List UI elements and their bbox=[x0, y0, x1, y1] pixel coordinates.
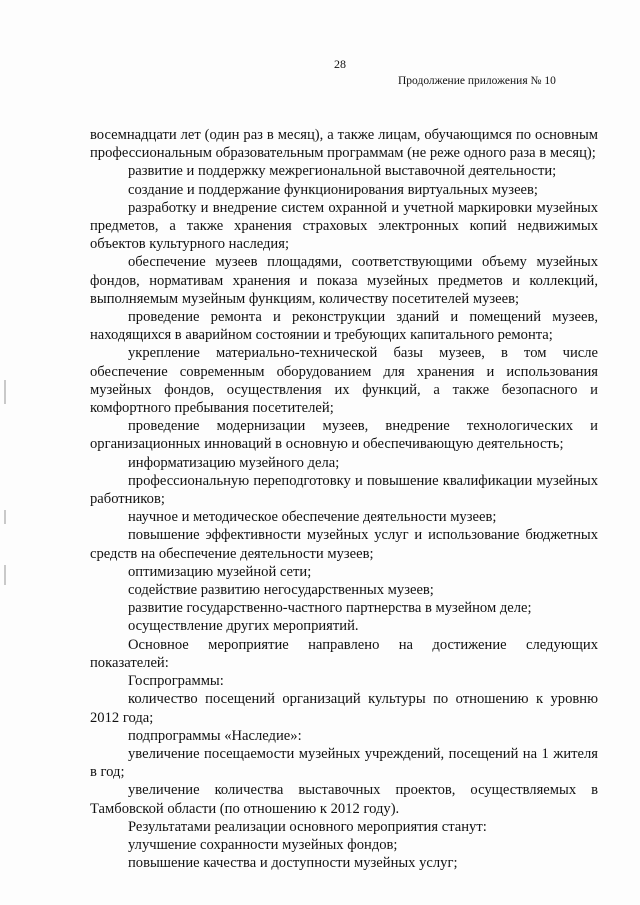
paragraph: содействие развитию негосударственных музеев; bbox=[128, 582, 434, 599]
paragraph: восемнадцати лет (один раз в месяц), а также лицам, обучающимся по основным профессиональным образовательным программам (не реже одного раза в месяц); bbox=[90, 127, 598, 162]
paragraph: количество посещений организаций культуры по отношению к уровню 2012 года; bbox=[90, 691, 598, 726]
paragraph: разработку и внедрение систем охранной и учетной маркировки музейных предметов, а также хранения страховых электронных копий недвижимых объектов культурного наследия; bbox=[90, 199, 598, 253]
scan-edge-mark bbox=[4, 380, 6, 404]
appendix-label: Продолжение приложения № 10 bbox=[398, 75, 556, 87]
scan-edge-mark bbox=[4, 510, 6, 524]
paragraph: развитие и поддержку межрегиональной выставочной деятельности; bbox=[128, 163, 557, 180]
paragraph: информатизацию музейного дела; bbox=[128, 454, 340, 471]
paragraph: оптимизацию музейной сети; bbox=[128, 563, 312, 580]
paragraph: улучшение сохранности музейных фондов; bbox=[128, 836, 398, 853]
paragraph: Результатами реализации основного мероприятия станут: bbox=[128, 818, 487, 835]
paragraph: обеспечение музеев площадями, соответствующими объему музейных фондов, нормативам хранения и показа музейных предметов и коллекций, выполняемым музейным функциям, количеству посетителей музеев; bbox=[90, 254, 598, 307]
paragraph: проведение модернизации музеев, внедрение технологических и организационных инноваций в основную и обеспечивающую деятельность; bbox=[90, 418, 598, 453]
paragraph: Госпрограммы: bbox=[128, 673, 224, 690]
paragraph: проведение ремонта и реконструкции зданий и помещений музеев, находящихся в аварийном состоянии и требующих капитального ремонта; bbox=[90, 309, 598, 344]
paragraph: повышение эффективности музейных услуг и использование бюджетных средств на обеспечение деятельности музеев; bbox=[90, 527, 598, 562]
paragraph: создание и поддержание функционирования виртуальных музеев; bbox=[128, 181, 538, 198]
paragraph: профессиональную переподготовку и повышение квалификации музейных работников; bbox=[90, 472, 598, 508]
paragraph: повышение качества и доступности музейных услуг; bbox=[128, 855, 458, 872]
document-body bbox=[90, 126, 598, 872]
paragraph: подпрограммы «Наследие»: bbox=[128, 727, 302, 744]
paragraph: укрепление материально-технической базы музеев, в том числе обеспечение современным оборудованием для хранения и использования музейных фондов, осуществления их функций, а также безопасного и комфортного пребывания посетителей; bbox=[90, 345, 598, 417]
paragraph: увеличение количества выставочных проектов, осуществляемых в Тамбовской области (по отношению к 2012 году). bbox=[90, 782, 598, 817]
paragraph: увеличение посещаемости музейных учреждений, посещений на 1 жителя в год; bbox=[90, 745, 598, 781]
paragraph: Основное мероприятие направлено на достижение следующих показателей: bbox=[90, 636, 598, 671]
paragraph: научное и методическое обеспечение деятельности музеев; bbox=[128, 509, 497, 526]
scan-edge-mark bbox=[4, 565, 6, 585]
page-number: 28 bbox=[334, 57, 346, 71]
paragraph: развитие государственно-частного партнерства в музейном деле; bbox=[128, 600, 532, 617]
paragraph: осуществление других мероприятий. bbox=[128, 618, 359, 635]
